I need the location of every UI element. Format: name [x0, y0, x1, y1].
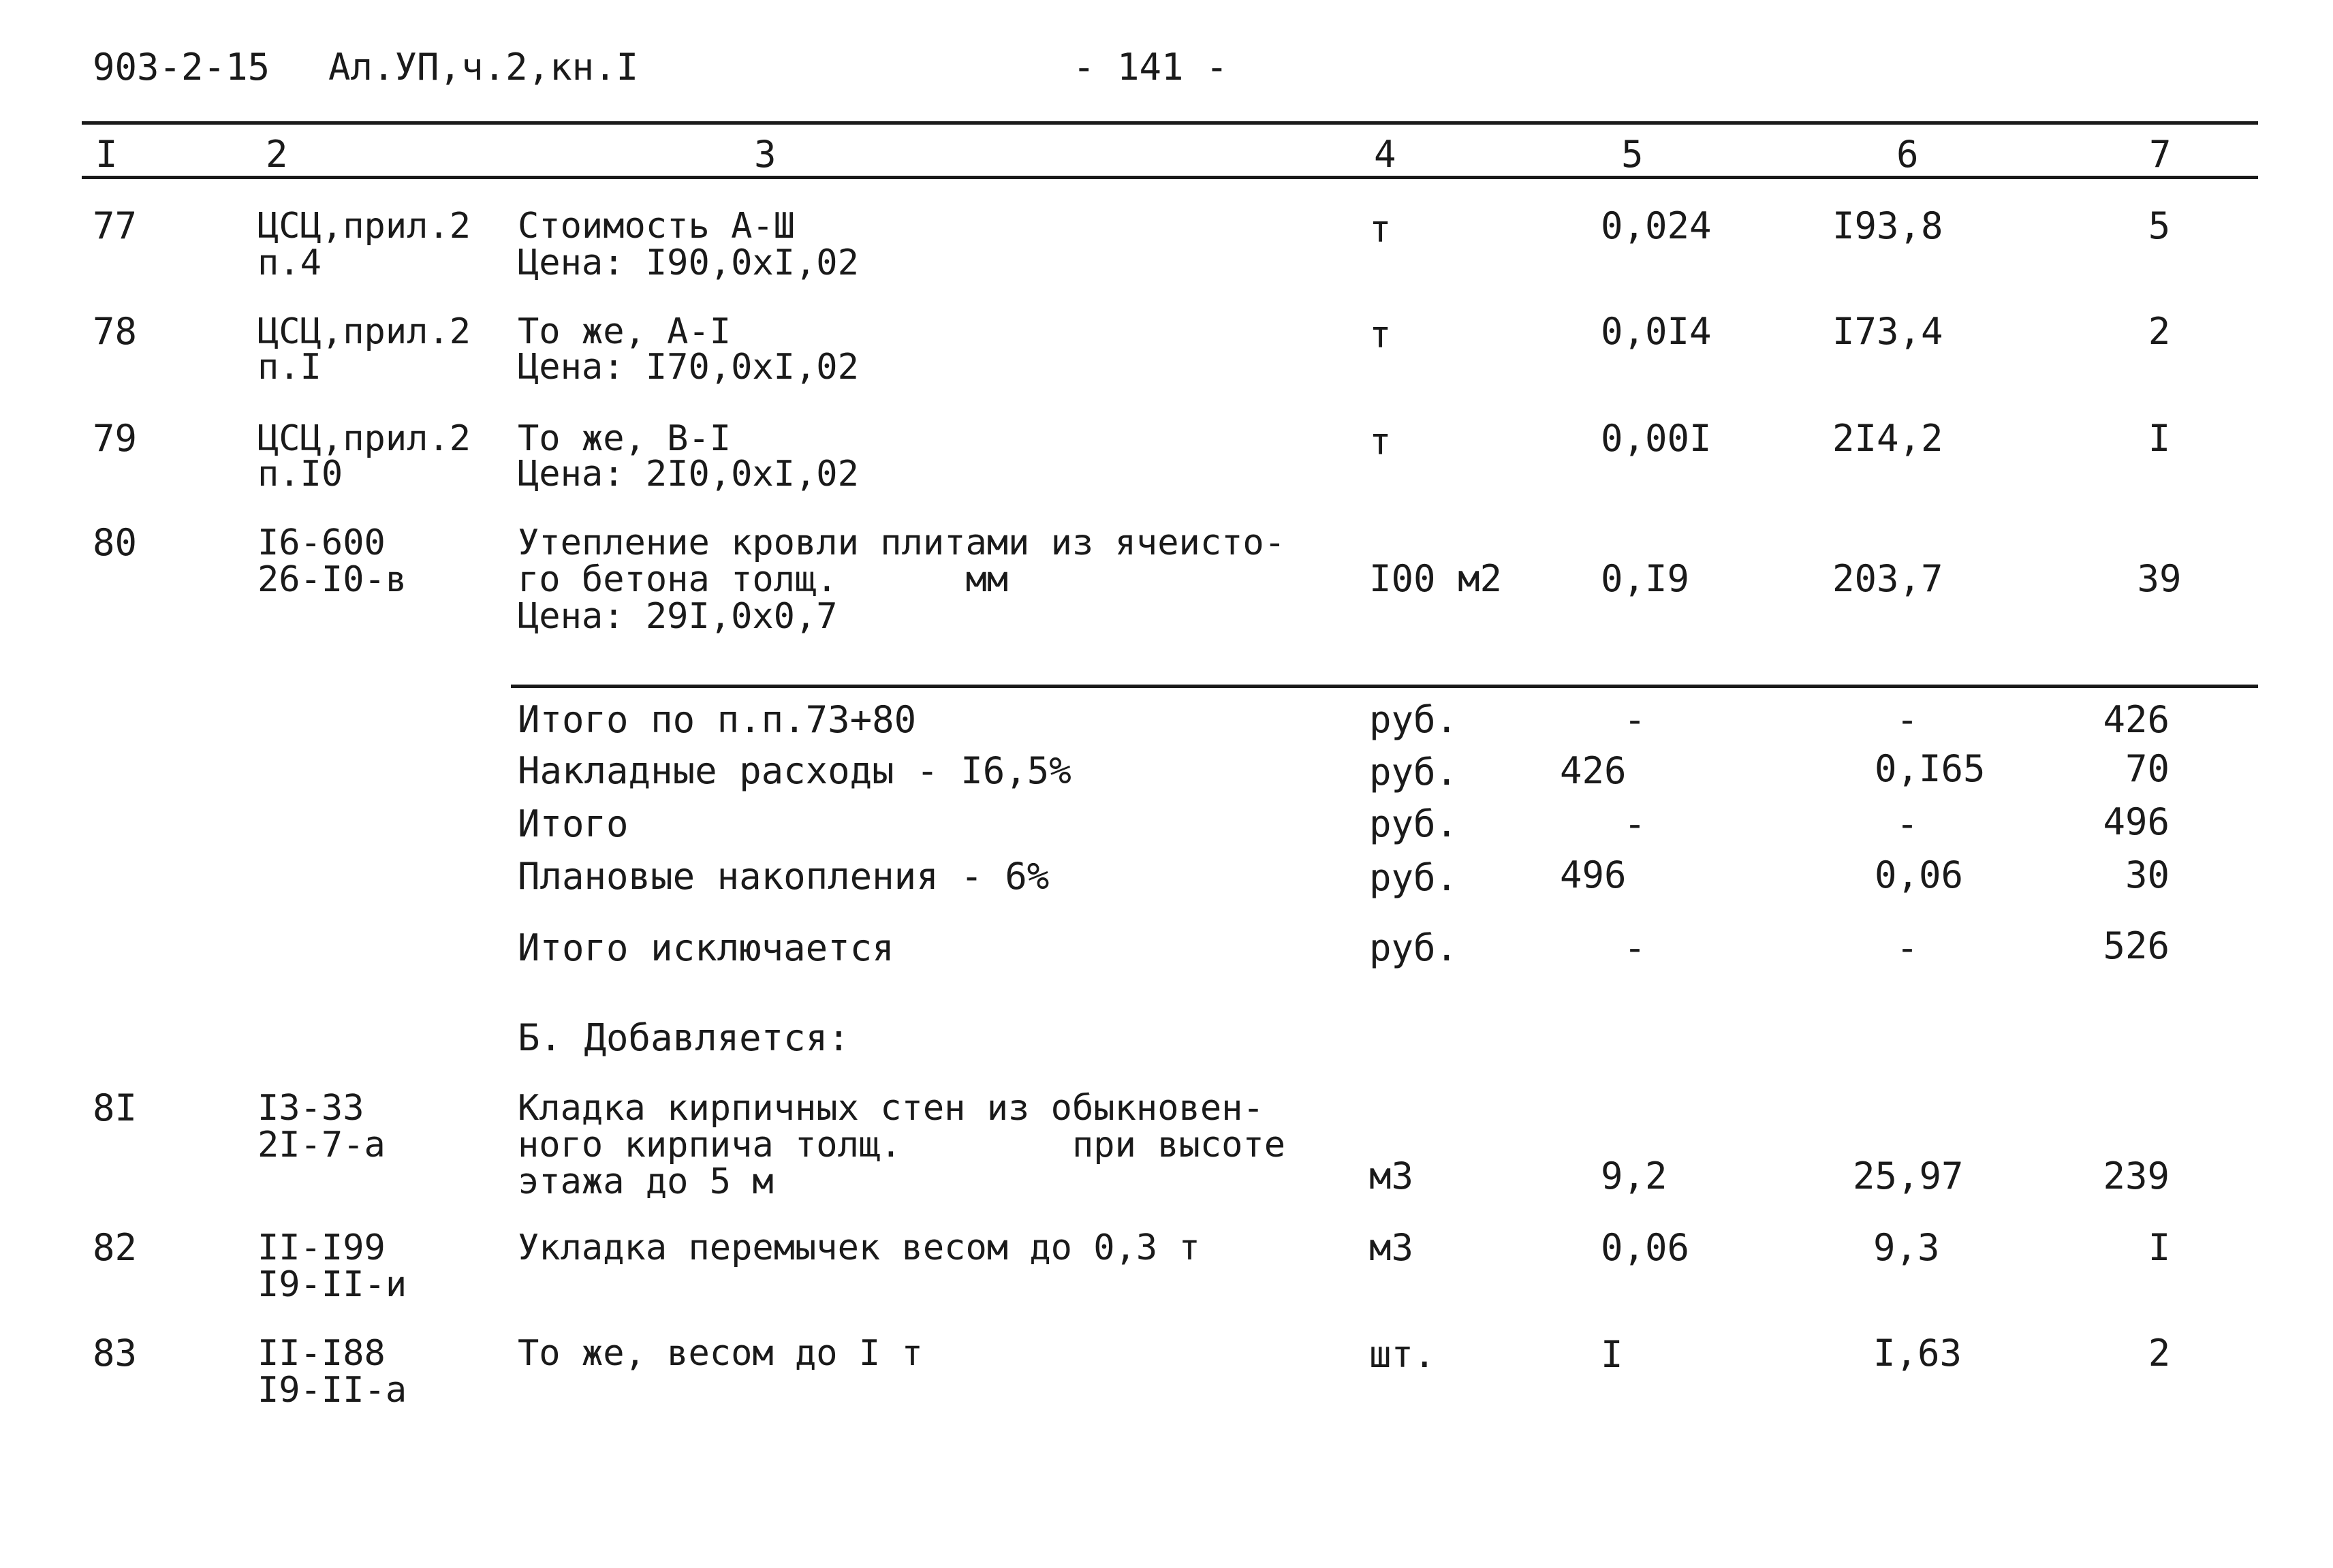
row-price: 2I4,2 — [1832, 417, 1943, 460]
row-reference-2: I9-II-а — [257, 1370, 407, 1411]
summary-col7: 526 — [2103, 924, 2170, 967]
row-description: Утепление кровли плитами из ячеисто- — [518, 522, 1286, 563]
row-description-2: Цена: I90,0xI,02 — [518, 242, 859, 283]
row-description-2: Цена: I70,0xI,02 — [518, 347, 859, 388]
row-description: То же, А-I — [518, 311, 732, 352]
row-number: 80 — [93, 521, 138, 564]
summary-col6: 0,06 — [1875, 853, 1964, 896]
row-unit: т — [1369, 420, 1392, 463]
header-rule-top — [82, 121, 2258, 125]
col-header-7: 7 — [2149, 133, 2172, 176]
row-number: 83 — [93, 1332, 138, 1375]
summary-label: Накладные расходы - I6,5% — [518, 749, 1071, 792]
row-quantity: 0,I9 — [1601, 557, 1690, 600]
row-number: 82 — [93, 1226, 138, 1269]
row-description-3: этажа до 5 м — [518, 1161, 774, 1202]
summary-col6: - — [1896, 698, 1919, 741]
row-quantity: 0,00I — [1601, 417, 1712, 460]
summary-col6: - — [1896, 926, 1919, 969]
row-price: 25,97 — [1853, 1155, 1964, 1197]
row-reference: II-I88 — [257, 1333, 386, 1374]
col-header-5: 5 — [1621, 133, 1644, 176]
row-quantity: 0,06 — [1601, 1226, 1690, 1269]
summary-unit: руб. — [1369, 698, 1458, 741]
row-price: I93,8 — [1832, 204, 1943, 247]
row-quantity: 9,2 — [1601, 1155, 1667, 1197]
row-unit: м3 — [1369, 1155, 1414, 1197]
summary-rule — [511, 685, 2258, 688]
row-reference: I6-600 — [257, 522, 386, 563]
summary-col5: - — [1623, 698, 1646, 741]
row-quantity: I — [1601, 1333, 1623, 1376]
col-header-1: I — [95, 133, 118, 176]
row-description: То же, весом до I т — [518, 1333, 923, 1374]
row-total: 239 — [2103, 1155, 2170, 1197]
row-quantity: 0,024 — [1601, 204, 1712, 247]
row-price: I73,4 — [1832, 310, 1943, 353]
col-header-6: 6 — [1896, 133, 1919, 176]
summary-label: Итого — [518, 802, 629, 845]
row-reference-2: 2I-7-а — [257, 1125, 386, 1165]
summary-label: Итого по п.п.73+80 — [518, 698, 917, 741]
row-reference: ЦСЦ,прил.2 — [257, 418, 471, 459]
row-reference: ЦСЦ,прил.2 — [257, 311, 471, 352]
summary-unit: руб. — [1369, 926, 1458, 969]
row-number: 79 — [93, 417, 138, 460]
summary-unit: руб. — [1369, 751, 1458, 794]
row-total: I — [2148, 1226, 2171, 1269]
row-reference-2: 26-I0-в — [257, 559, 407, 600]
row-reference-2: I9-II-и — [257, 1264, 407, 1305]
summary-col5: - — [1623, 926, 1646, 969]
row-price: I,63 — [1873, 1332, 1962, 1375]
row-reference-2: п.I — [257, 347, 322, 388]
row-unit: шт. — [1369, 1333, 1436, 1376]
row-description: То же, В-I — [518, 418, 732, 459]
row-description-2: Цена: 2I0,0xI,02 — [518, 454, 859, 495]
row-total: I — [2148, 417, 2171, 460]
col-header-2: 2 — [266, 133, 288, 176]
summary-unit: руб. — [1369, 856, 1458, 899]
summary-col6: 0,I65 — [1875, 747, 1986, 790]
doc-reference: Ал.УП,ч.2,кн.I — [328, 46, 639, 89]
row-price: 9,3 — [1873, 1226, 1940, 1269]
row-description-2: ного кирпича толщ. при высоте — [518, 1125, 1286, 1165]
col-header-3: 3 — [754, 133, 777, 176]
row-unit: м3 — [1369, 1226, 1414, 1269]
summary-unit: руб. — [1369, 802, 1458, 845]
row-unit: I00 м2 — [1369, 557, 1503, 600]
row-unit: т — [1369, 208, 1392, 251]
summary-col7: 496 — [2103, 800, 2170, 843]
summary-col7: 426 — [2103, 698, 2170, 741]
row-price: 203,7 — [1832, 557, 1943, 600]
row-description-3: Цена: 29I,0x0,7 — [518, 596, 838, 637]
row-total: 5 — [2148, 204, 2171, 247]
row-quantity: 0,0I4 — [1601, 310, 1712, 353]
row-description: Укладка перемычек весом до 0,3 т — [518, 1227, 1200, 1268]
row-description: Кладка кирпичных стен из обыкновен- — [518, 1088, 1264, 1129]
row-total: 2 — [2148, 310, 2171, 353]
row-number: 77 — [93, 204, 138, 247]
row-description: Стоимость А-Ш — [518, 206, 795, 247]
row-number: 8I — [93, 1086, 138, 1129]
section-title: Б. Добавляется: — [518, 1016, 850, 1059]
row-number: 78 — [93, 310, 138, 353]
summary-label: Итого исключается — [518, 926, 894, 969]
row-reference: II-I99 — [257, 1227, 386, 1268]
page-number: - 141 - — [1073, 46, 1228, 89]
summary-col5: - — [1623, 802, 1646, 845]
summary-col5: 426 — [1560, 749, 1627, 792]
row-description-2: го бетона толщ. мм — [518, 559, 1009, 600]
row-reference-2: п.I0 — [257, 454, 343, 495]
summary-label: Плановые накопления - 6% — [518, 855, 1050, 898]
row-total: 39 — [2137, 557, 2182, 600]
row-reference: I3-33 — [257, 1088, 364, 1129]
header-rule-bottom — [82, 176, 2258, 179]
summary-col7: 30 — [2125, 853, 2170, 896]
row-reference: ЦСЦ,прил.2 — [257, 206, 471, 247]
summary-col5: 496 — [1560, 853, 1627, 896]
row-unit: т — [1369, 313, 1392, 356]
doc-code: 903-2-15 — [93, 46, 270, 89]
col-header-4: 4 — [1374, 133, 1396, 176]
summary-col6: - — [1896, 802, 1919, 845]
row-total: 2 — [2148, 1332, 2171, 1375]
summary-col7: 70 — [2125, 747, 2170, 790]
row-reference-2: п.4 — [257, 242, 322, 283]
